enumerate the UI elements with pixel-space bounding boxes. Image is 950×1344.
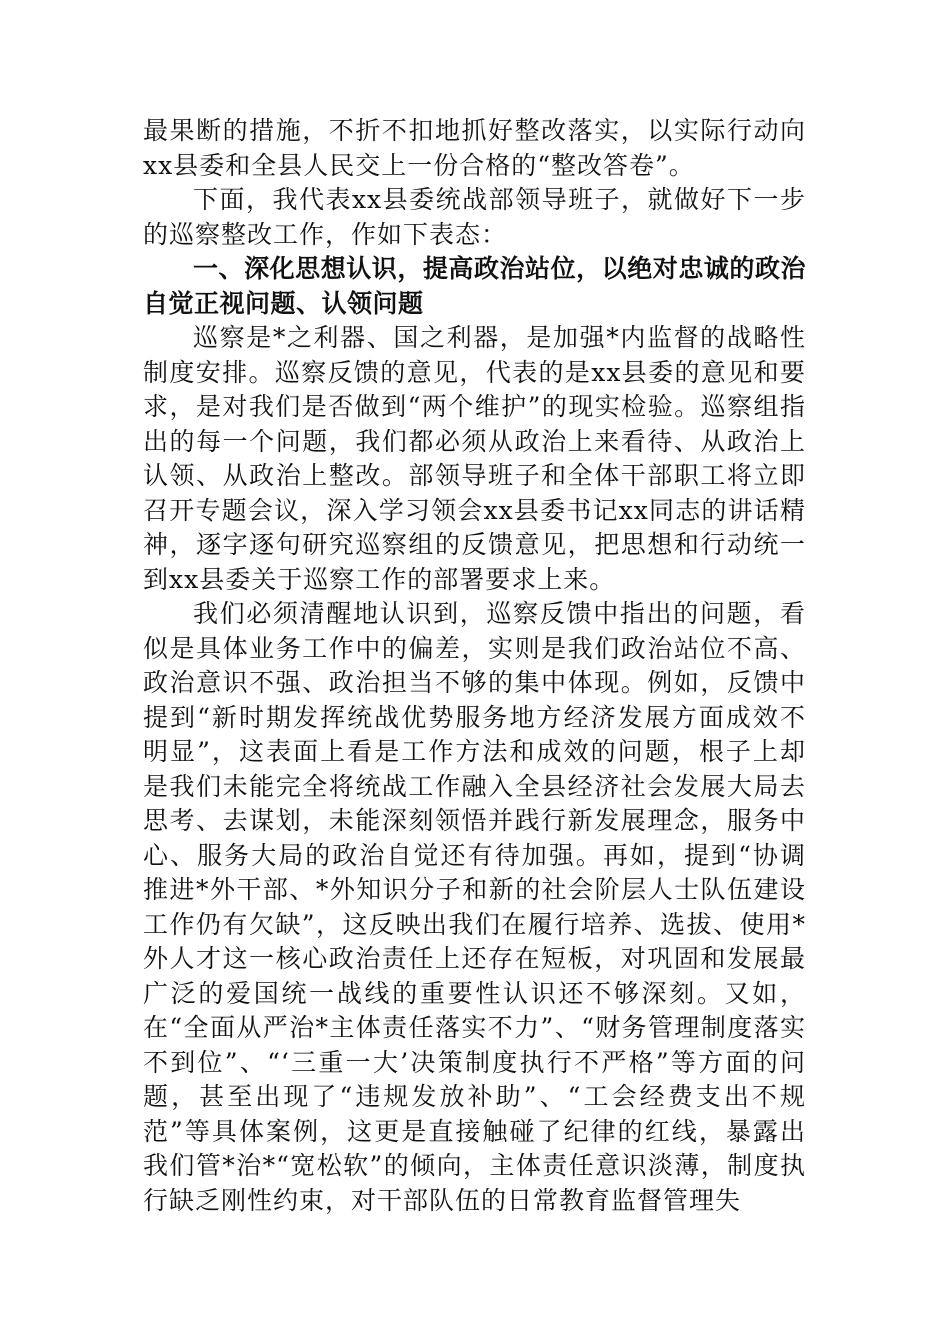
paragraph-inspection-role: 巡察是*之利器、国之利器，是加强*内监督的战略性制度安排。巡察反馈的意见，代表的是xx县委的意见和要求，是对我们是否做到“两个维护”的现实检验。巡察组指出的每一个问题，我们都必须从政治上来看待、从政治上认领、从政治上整改。部领导班子和全体干部职工将立即召开专题会议，深入学习领会xx县委书记xx同志的讲话精神，逐字逐句研究巡察组的反馈意见，把思想和行动统一到xx县委关于巡察工作的部署要求上来。 <box>143 323 806 594</box>
paragraph-problem-analysis: 我们必须清醒地认识到，巡察反馈中指出的问题，看似是具体业务工作中的偏差，实则是我们政治站位不高、政治意识不强、政治担当不够的集中体现。例如，反馈中提到“新时期发挥统战优势服务地方经济发展方面成效不明显”，这表面上看是工作方法和成效的问题，根子上却是我们未能完全将统战工作融入全县经济社会发展大局去思考、去谋划，未能深刻领悟并践行新发展理念，服务中心、服务大局的政治自觉还有待加强。再如，提到“协调推进*外干部、*外知识分子和新的社会阶层人士队伍建设工作仍有欠缺”，这反映出我们在履行培养、选拔、使用*外人才这一核心政治责任上还存在短板，对巩固和发展最广泛的爱国统一战线的重要性认识还不够深刻。又如，在“全面从严治*主体责任落实不力”、“财务管理制度落实不到位”、“‘三重一大’决策制度执行不严格”等方面的问题，甚至出现了“违规发放补助”、“工会经费支出不规范”等具体案例，这更是直接触碰了纪律的红线，暴露出我们管*治*“宽松软”的倾向，主体责任意识淡薄，制度执行缺乏刚性约束，对干部队伍的日常教育监督管理失 <box>143 599 806 1215</box>
paragraph-continuation: 最果断的措施，不折不扣地抓好整改落实，以实际行动向xx县委和全县人民交上一份合格的“整改答卷”。 <box>143 116 806 180</box>
section-heading-1: 一、深化思想认识，提高政治站位，以绝对忠诚的政治自觉正视问题、认领问题 <box>143 254 806 318</box>
paragraph-statement-intro: 下面，我代表xx县委统战部领导班子，就做好下一步的巡察整改工作，作如下表态： <box>143 185 806 249</box>
document-page <box>143 114 806 1218</box>
